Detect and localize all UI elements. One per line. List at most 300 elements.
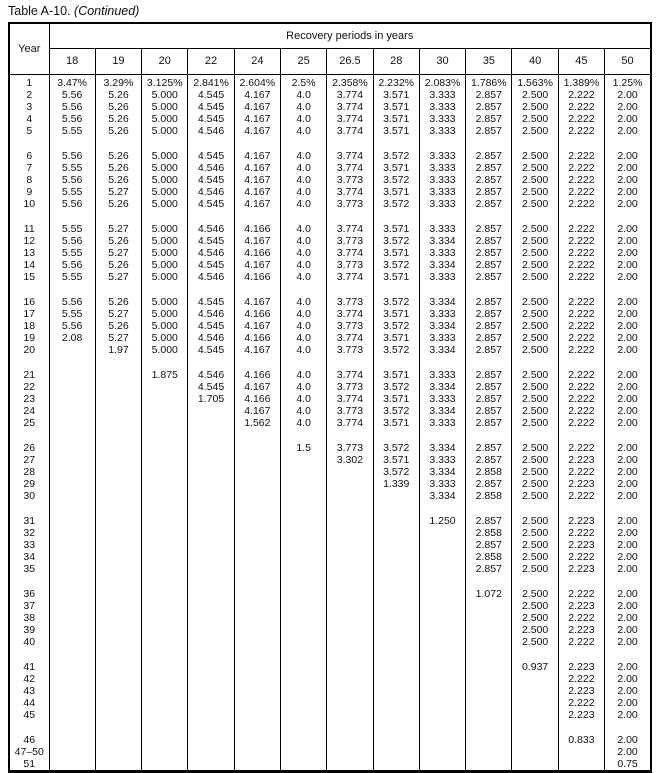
rate-cell xyxy=(49,539,95,551)
rate-cell: 3.334 xyxy=(419,344,465,356)
rate-cell: 1.072 xyxy=(466,586,512,600)
rate-cell: 3.773 xyxy=(327,174,373,186)
group-spacer-row xyxy=(9,721,651,732)
recovery-period-column-header: 40 xyxy=(512,48,558,74)
rate-cell: 5.26 xyxy=(95,235,141,247)
rate-cell: 2.857 xyxy=(466,174,512,186)
rate-cell: 2.858 xyxy=(466,490,512,502)
rate-cell xyxy=(419,758,465,772)
rate-cell: 2.223 xyxy=(558,454,604,466)
recovery-period-column-header: 25 xyxy=(280,48,326,74)
rate-cell: 3.773 xyxy=(327,320,373,332)
year-cell: 21 xyxy=(9,367,49,381)
spacer-cell xyxy=(512,575,558,586)
rate-cell: 2.222 xyxy=(558,527,604,539)
rate-cell: 2.00 xyxy=(605,259,651,271)
spacer-cell xyxy=(188,137,234,148)
table-row xyxy=(9,612,651,624)
rate-cell: 4.167 xyxy=(234,125,280,137)
rate-cell: 5.26 xyxy=(95,259,141,271)
rate-cell xyxy=(234,563,280,575)
rate-cell: 2.500 xyxy=(512,624,558,636)
table-row xyxy=(9,539,651,551)
rate-cell: 1.786% xyxy=(466,74,512,89)
rate-cell: 3.571 xyxy=(373,101,419,113)
spacer-cell xyxy=(373,502,419,513)
spacer-cell xyxy=(188,356,234,367)
rate-cell: 1.250 xyxy=(419,513,465,527)
rate-cell: 3.302 xyxy=(327,454,373,466)
rate-cell xyxy=(49,732,95,746)
year-cell: 22 xyxy=(9,381,49,393)
rate-cell: 4.545 xyxy=(188,259,234,271)
table-row xyxy=(9,89,651,101)
rate-cell xyxy=(95,381,141,393)
spacer-cell xyxy=(142,429,188,440)
rate-cell xyxy=(49,636,95,648)
rate-cell xyxy=(280,624,326,636)
rate-cell: 2.232% xyxy=(373,74,419,89)
spacer-cell xyxy=(95,137,141,148)
spacer-cell xyxy=(49,356,95,367)
rate-cell xyxy=(234,600,280,612)
rate-cell xyxy=(49,624,95,636)
rate-cell: 3.774 xyxy=(327,148,373,162)
rate-cell: 2.857 xyxy=(466,162,512,174)
rate-cell: 2.500 xyxy=(512,367,558,381)
spacer-cell xyxy=(49,721,95,732)
rate-cell: 3.333 xyxy=(419,247,465,259)
rate-cell: 2.00 xyxy=(605,539,651,551)
rate-cell: 2.00 xyxy=(605,294,651,308)
rate-cell xyxy=(234,513,280,527)
spacer-cell xyxy=(9,721,49,732)
rate-cell: 3.334 xyxy=(419,490,465,502)
rate-cell: 3.572 xyxy=(373,235,419,247)
table-row xyxy=(9,513,651,527)
rate-cell: 1.339 xyxy=(373,478,419,490)
rate-cell xyxy=(512,732,558,746)
rate-cell: 2.222 xyxy=(558,405,604,417)
rate-cell: 2.00 xyxy=(605,732,651,746)
rate-cell xyxy=(142,527,188,539)
rate-cell xyxy=(188,563,234,575)
spacer-cell xyxy=(95,356,141,367)
spacer-cell xyxy=(605,502,651,513)
rate-cell: 3.572 xyxy=(373,405,419,417)
rate-cell: 4.545 xyxy=(188,101,234,113)
rate-cell xyxy=(188,466,234,478)
table-row xyxy=(9,709,651,721)
spacer-cell xyxy=(280,210,326,221)
rate-cell: 2.222 xyxy=(558,381,604,393)
rate-cell: 2.857 xyxy=(466,563,512,575)
rate-cell xyxy=(95,440,141,454)
rate-cell: 2.00 xyxy=(605,393,651,405)
rate-cell: 4.166 xyxy=(234,247,280,259)
rate-cell: 4.546 xyxy=(188,247,234,259)
rate-cell xyxy=(95,685,141,697)
group-spacer-row xyxy=(9,283,651,294)
rate-cell: 5.26 xyxy=(95,174,141,186)
rate-cell xyxy=(142,746,188,758)
rate-cell: 2.857 xyxy=(466,539,512,551)
rate-cell: 4.545 xyxy=(188,174,234,186)
rate-cell xyxy=(419,551,465,563)
rate-cell xyxy=(280,478,326,490)
rate-cell xyxy=(327,636,373,648)
rate-cell: 5.000 xyxy=(142,308,188,320)
rate-cell xyxy=(234,697,280,709)
rate-cell xyxy=(327,659,373,673)
table-title-label: Table A-10. xyxy=(8,4,71,18)
table-row xyxy=(9,636,651,648)
rate-cell: 5.56 xyxy=(49,198,95,210)
rate-cell xyxy=(188,527,234,539)
rate-cell xyxy=(280,586,326,600)
rate-cell: 2.00 xyxy=(605,332,651,344)
spacer-cell xyxy=(605,721,651,732)
year-cell: 3 xyxy=(9,101,49,113)
rate-cell xyxy=(234,709,280,721)
table-row xyxy=(9,259,651,271)
rate-cell: 2.500 xyxy=(512,148,558,162)
rate-cell: 2.00 xyxy=(605,490,651,502)
recovery-period-column-header: 22 xyxy=(188,48,234,74)
rate-cell: 4.0 xyxy=(280,405,326,417)
rate-cell: 5.000 xyxy=(142,235,188,247)
rate-cell: 2.223 xyxy=(558,659,604,673)
rate-cell: 2.00 xyxy=(605,113,651,125)
rate-cell: 5.000 xyxy=(142,89,188,101)
rate-cell: 5.000 xyxy=(142,148,188,162)
rate-cell xyxy=(373,600,419,612)
spacer-cell xyxy=(9,502,49,513)
rate-cell xyxy=(95,673,141,685)
spacer-cell xyxy=(142,648,188,659)
rate-cell: 2.00 xyxy=(605,551,651,563)
rate-cell: 2.500 xyxy=(512,563,558,575)
spacer-cell xyxy=(419,210,465,221)
rate-cell: 2.500 xyxy=(512,332,558,344)
year-cell: 19 xyxy=(9,332,49,344)
rate-cell xyxy=(188,758,234,772)
rate-cell: 3.773 xyxy=(327,235,373,247)
rate-cell xyxy=(327,478,373,490)
spacer-cell xyxy=(188,429,234,440)
rate-cell xyxy=(373,612,419,624)
spacer-cell xyxy=(188,721,234,732)
rate-cell xyxy=(466,746,512,758)
spacer-cell xyxy=(512,210,558,221)
spacer-cell xyxy=(512,356,558,367)
spacer-cell xyxy=(234,283,280,294)
rate-cell: 0.75 xyxy=(605,758,651,772)
rate-cell: 5.55 xyxy=(49,308,95,320)
rate-cell: 2.222 xyxy=(558,271,604,283)
table-header xyxy=(9,23,651,74)
rate-cell xyxy=(419,563,465,575)
rate-cell: 2.857 xyxy=(466,513,512,527)
rate-cell: 2.857 xyxy=(466,381,512,393)
rate-cell: 5.27 xyxy=(95,332,141,344)
rate-cell: 3.333 xyxy=(419,174,465,186)
year-cell: 42 xyxy=(9,673,49,685)
rate-cell: 2.500 xyxy=(512,405,558,417)
rate-cell: 3.774 xyxy=(327,221,373,235)
rate-cell: 3.774 xyxy=(327,89,373,101)
table-row xyxy=(9,697,651,709)
rate-cell: 2.500 xyxy=(512,417,558,429)
table-row xyxy=(9,198,651,210)
spacer-cell xyxy=(95,721,141,732)
recovery-period-column-header: 28 xyxy=(373,48,419,74)
rate-cell: 4.167 xyxy=(234,186,280,198)
spacer-cell xyxy=(9,210,49,221)
rate-cell: 4.0 xyxy=(280,308,326,320)
year-cell: 9 xyxy=(9,186,49,198)
table-row xyxy=(9,490,651,502)
rate-cell xyxy=(280,466,326,478)
rate-cell xyxy=(188,440,234,454)
spacer-cell xyxy=(327,721,373,732)
rate-cell: 4.0 xyxy=(280,113,326,125)
rate-cell xyxy=(419,539,465,551)
rate-cell xyxy=(188,685,234,697)
rate-cell: 2.00 xyxy=(605,405,651,417)
rate-cell: 2.857 xyxy=(466,148,512,162)
rate-cell: 2.500 xyxy=(512,271,558,283)
rate-cell: 2.857 xyxy=(466,393,512,405)
rate-cell xyxy=(95,513,141,527)
rate-cell: 5.56 xyxy=(49,294,95,308)
rate-cell xyxy=(327,732,373,746)
spacer-cell xyxy=(234,429,280,440)
rate-cell: 2.00 xyxy=(605,381,651,393)
rate-cell: 5.26 xyxy=(95,320,141,332)
spacer-cell xyxy=(49,210,95,221)
rate-cell: 4.167 xyxy=(234,198,280,210)
spacer-cell xyxy=(419,137,465,148)
rate-cell xyxy=(373,586,419,600)
table-row xyxy=(9,624,651,636)
rate-cell xyxy=(142,513,188,527)
rate-cell xyxy=(512,697,558,709)
rate-cell xyxy=(95,405,141,417)
rate-cell: 2.222 xyxy=(558,466,604,478)
rate-cell xyxy=(327,746,373,758)
rate-cell xyxy=(234,612,280,624)
rate-cell: 1.389% xyxy=(558,74,604,89)
table-row xyxy=(9,563,651,575)
rate-cell xyxy=(373,685,419,697)
rate-cell xyxy=(188,709,234,721)
rate-cell: 3.333 xyxy=(419,271,465,283)
rate-cell xyxy=(373,539,419,551)
rate-cell xyxy=(49,673,95,685)
rate-cell xyxy=(49,344,95,356)
rate-cell: 0.833 xyxy=(558,732,604,746)
rate-cell: 2.222 xyxy=(558,294,604,308)
rate-cell: 4.545 xyxy=(188,235,234,247)
rate-cell: 3.572 xyxy=(373,381,419,393)
rate-cell: 5.26 xyxy=(95,101,141,113)
rate-cell xyxy=(280,612,326,624)
year-cell: 18 xyxy=(9,320,49,332)
year-cell: 36 xyxy=(9,586,49,600)
rate-cell xyxy=(95,746,141,758)
spacer-cell xyxy=(466,429,512,440)
year-cell: 45 xyxy=(9,709,49,721)
rate-cell: 3.334 xyxy=(419,466,465,478)
spacer-cell xyxy=(49,575,95,586)
spacer-cell xyxy=(605,575,651,586)
recovery-period-column-header: 35 xyxy=(466,48,512,74)
rate-cell: 4.167 xyxy=(234,89,280,101)
rate-cell: 2.857 xyxy=(466,259,512,271)
rate-cell xyxy=(95,478,141,490)
rate-cell xyxy=(327,586,373,600)
rate-cell: 3.334 xyxy=(419,320,465,332)
rate-cell: 2.222 xyxy=(558,148,604,162)
spacer-cell xyxy=(419,721,465,732)
year-cell: 24 xyxy=(9,405,49,417)
spacer-cell xyxy=(9,356,49,367)
year-cell: 35 xyxy=(9,563,49,575)
rate-cell: 5.56 xyxy=(49,235,95,247)
spacer-cell xyxy=(558,137,604,148)
rate-cell xyxy=(466,685,512,697)
rate-cell: 2.500 xyxy=(512,636,558,648)
rate-cell: 5.26 xyxy=(95,125,141,137)
recovery-period-column-header: 30 xyxy=(419,48,465,74)
rate-cell xyxy=(142,612,188,624)
rate-cell: 5.26 xyxy=(95,89,141,101)
rate-cell xyxy=(512,758,558,772)
spacer-cell xyxy=(49,429,95,440)
rate-cell: 3.29% xyxy=(95,74,141,89)
table-row xyxy=(9,235,651,247)
year-cell: 6 xyxy=(9,148,49,162)
rate-cell xyxy=(512,685,558,697)
rate-cell: 2.00 xyxy=(605,513,651,527)
group-spacer-row xyxy=(9,575,651,586)
rate-cell xyxy=(280,673,326,685)
rate-cell: 4.0 xyxy=(280,186,326,198)
spacer-cell xyxy=(605,283,651,294)
rate-cell: 2.500 xyxy=(512,162,558,174)
spacer-cell xyxy=(327,283,373,294)
rate-cell: 4.545 xyxy=(188,381,234,393)
rate-cell: 2.00 xyxy=(605,101,651,113)
spacer-cell xyxy=(512,283,558,294)
rate-cell xyxy=(95,600,141,612)
rate-cell: 2.857 xyxy=(466,198,512,210)
rate-cell: 2.222 xyxy=(558,612,604,624)
rate-cell xyxy=(327,551,373,563)
rate-cell: 5.000 xyxy=(142,125,188,137)
rate-cell: 3.571 xyxy=(373,247,419,259)
rate-cell xyxy=(466,636,512,648)
rate-cell xyxy=(327,539,373,551)
spacer-cell xyxy=(466,356,512,367)
rate-cell xyxy=(419,586,465,600)
spacer-cell xyxy=(9,575,49,586)
table-row xyxy=(9,600,651,612)
rate-cell xyxy=(373,551,419,563)
rate-cell xyxy=(142,624,188,636)
rate-cell: 3.333 xyxy=(419,478,465,490)
table-row xyxy=(9,125,651,137)
rate-cell: 2.00 xyxy=(605,563,651,575)
rate-cell: 2.5% xyxy=(280,74,326,89)
table-row xyxy=(9,344,651,356)
group-spacer-row xyxy=(9,648,651,659)
table-row xyxy=(9,440,651,454)
rate-cell xyxy=(142,758,188,772)
rate-cell xyxy=(419,624,465,636)
rate-cell xyxy=(49,405,95,417)
rate-cell: 3.774 xyxy=(327,393,373,405)
rate-cell: 1.705 xyxy=(188,393,234,405)
year-cell: 8 xyxy=(9,174,49,186)
rate-cell xyxy=(188,624,234,636)
rate-cell xyxy=(327,490,373,502)
rate-cell xyxy=(49,478,95,490)
rate-cell: 2.223 xyxy=(558,600,604,612)
rate-cell xyxy=(234,490,280,502)
rate-cell: 2.223 xyxy=(558,478,604,490)
rate-cell: 2.00 xyxy=(605,367,651,381)
rate-cell xyxy=(95,539,141,551)
rate-cell xyxy=(466,612,512,624)
rate-cell xyxy=(373,732,419,746)
table-row xyxy=(9,478,651,490)
rate-cell xyxy=(188,636,234,648)
rate-cell: 5.27 xyxy=(95,186,141,198)
rate-cell: 2.222 xyxy=(558,259,604,271)
rate-cell: 4.0 xyxy=(280,125,326,137)
rate-cell xyxy=(95,417,141,429)
rate-cell xyxy=(142,697,188,709)
rate-cell: 5.55 xyxy=(49,125,95,137)
rate-cell xyxy=(373,624,419,636)
rate-cell: 2.00 xyxy=(605,600,651,612)
rate-cell: 1.5 xyxy=(280,440,326,454)
rate-cell xyxy=(188,600,234,612)
rate-cell: 3.773 xyxy=(327,198,373,210)
rate-cell: 2.222 xyxy=(558,320,604,332)
rate-cell: 3.334 xyxy=(419,440,465,454)
rate-cell: 2.604% xyxy=(234,74,280,89)
rate-cell: 3.774 xyxy=(327,367,373,381)
year-cell: 4 xyxy=(9,113,49,125)
spacer-cell xyxy=(558,502,604,513)
rate-cell: 3.333 xyxy=(419,308,465,320)
rate-cell xyxy=(49,586,95,600)
rate-cell: 5.26 xyxy=(95,198,141,210)
rate-cell: 4.545 xyxy=(188,89,234,101)
table-row xyxy=(9,367,651,381)
rate-cell xyxy=(188,673,234,685)
rate-cell: 5.55 xyxy=(49,247,95,259)
rate-cell: 4.546 xyxy=(188,162,234,174)
rate-cell xyxy=(49,381,95,393)
rate-cell: 2.857 xyxy=(466,478,512,490)
spacer-cell xyxy=(373,356,419,367)
rate-cell: 5.000 xyxy=(142,332,188,344)
table-row xyxy=(9,673,651,685)
